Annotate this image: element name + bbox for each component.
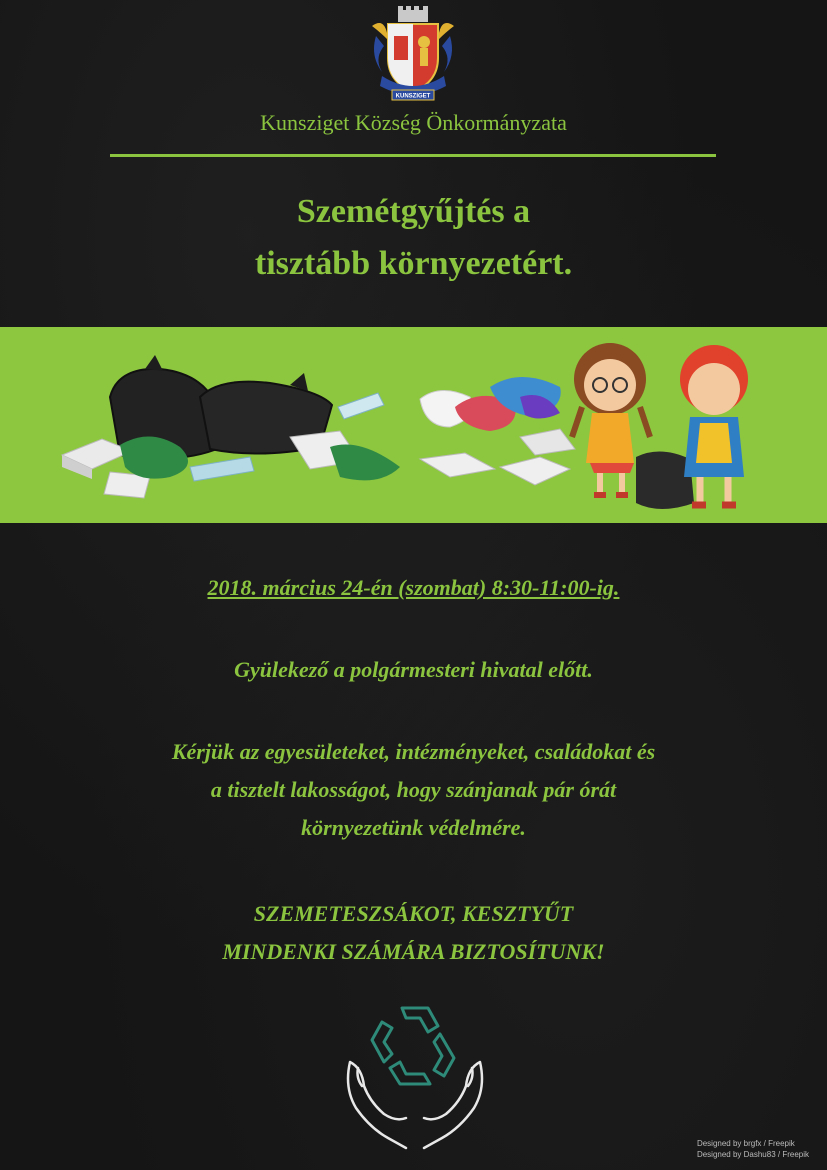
supplies-notice	[0, 895, 827, 971]
crest-banner-text: KUNSZIGET	[395, 93, 431, 100]
credit-line-1: Designed by brgfx / Freepik	[696, 1139, 795, 1148]
event-date-time: 2018. március 24-én (szombat) 8:30-11:00-ig.	[207, 575, 620, 600]
request-line-2: a tisztelt lakosságot, hogy szánjanak pár órát	[210, 777, 617, 802]
request-line-3: környezetünk védelmére.	[301, 815, 526, 840]
litter-and-kids-illustration	[0, 327, 827, 523]
supply-line-1: SZEMETESZSÁKOT, KESZTYŰT	[253, 901, 574, 926]
illustration-banner	[0, 327, 827, 523]
request-line-1: Kérjük az egyesületeket, intézményeket, családokat és	[171, 739, 656, 764]
organization-name: Kunsziget Község Önkormányzata	[260, 110, 567, 135]
poster-title	[0, 186, 827, 290]
coat-of-arms-icon	[368, 6, 458, 104]
request-paragraph	[0, 733, 827, 847]
meeting-point: Gyülekező a polgármesteri hivatal előtt.	[234, 657, 593, 682]
title-line-1: Szemétgyűjtés a	[296, 193, 531, 230]
header-divider	[110, 154, 716, 157]
image-credits	[697, 1138, 809, 1160]
supply-line-2: MINDENKI SZÁMÁRA BIZTOSÍTUNK!	[222, 939, 605, 964]
recycle-hands-icon	[340, 998, 490, 1153]
credit-line-2: Designed by Dashu83 / Freepik	[696, 1150, 809, 1159]
title-line-2: tisztább környezetért.	[254, 245, 573, 282]
